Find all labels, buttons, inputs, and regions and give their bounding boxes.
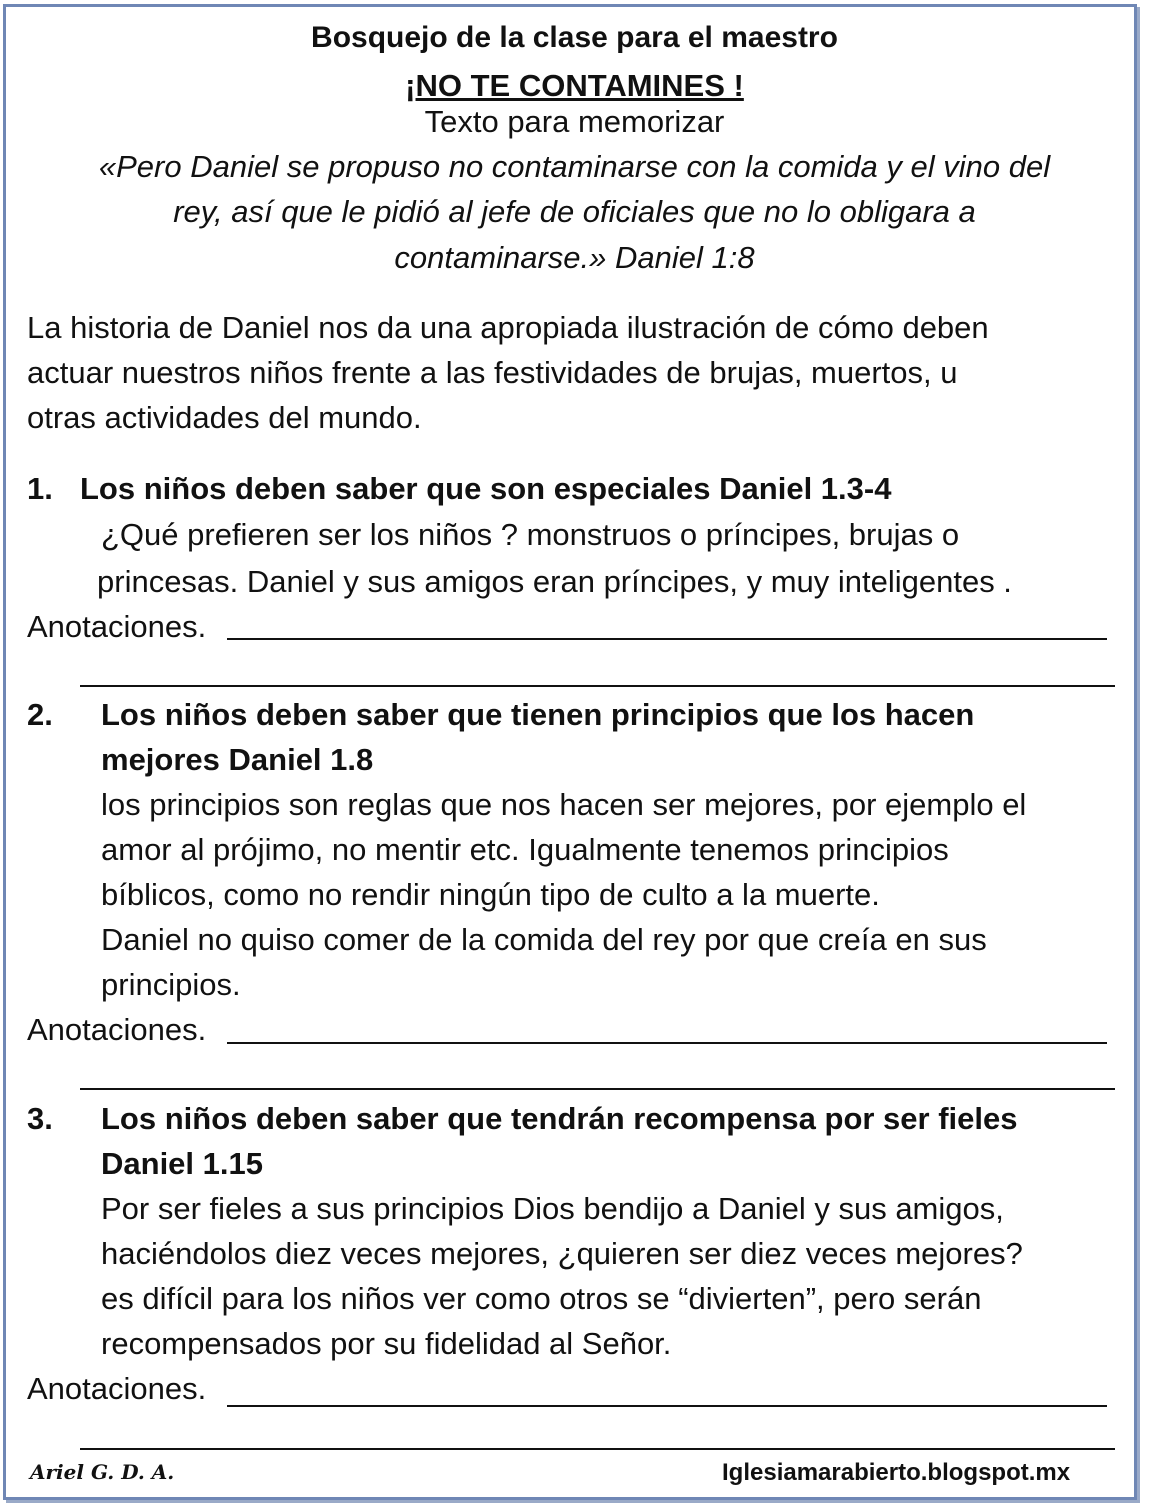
intro-line: La historia de Daniel nos da una apropiada ilustración de cómo deben [27, 310, 989, 345]
notes-line[interactable] [80, 1088, 1115, 1090]
verse-line: rey, así que le pidió al jefe de oficiales que no lo obligara a [173, 194, 976, 229]
notes-line[interactable] [80, 1448, 1115, 1450]
author-signature: Ariel G. D. A. [30, 1460, 175, 1484]
section-body-line: princesas. Daniel y sus amigos eran príncipes, y muy inteligentes . [97, 564, 1012, 599]
section-body-line: bíblicos, como no rendir ningún tipo de culto a la muerte. [101, 877, 880, 912]
section-heading: Los niños deben saber que tienen principios que los hacen [101, 697, 975, 732]
notes-line[interactable] [227, 1042, 1107, 1044]
lesson-title: ¡NO TE CONTAMINES ! [405, 68, 744, 103]
intro-line: otras actividades del mundo. [27, 400, 422, 435]
section-body-line: ¿Qué prefieren ser los niños ? monstruos o príncipes, brujas o [101, 517, 960, 552]
section-body-line: recompensados por su fidelidad al Señor. [101, 1326, 672, 1361]
notes-line[interactable] [80, 685, 1115, 687]
section-number: 3. [27, 1101, 53, 1136]
verse-line: contaminarse.» Daniel 1:8 [394, 240, 755, 275]
notes-label: Anotaciones. [27, 1371, 207, 1406]
notes-label: Anotaciones. [27, 609, 207, 644]
intro-line: actuar nuestros niños frente a las festividades de brujas, muertos, u [27, 355, 958, 390]
section-body-line: los principios son reglas que nos hacen ser mejores, por ejemplo el [101, 787, 1027, 822]
section-body-line: amor al prójimo, no mentir etc. Igualmente tenemos principios [101, 832, 949, 867]
section-body-line: es difícil para los niños ver como otros se “divierten”, pero serán [101, 1281, 982, 1316]
memory-label: Texto para memorizar [424, 104, 725, 139]
section-body-line: haciéndolos diez veces mejores, ¿quieren ser diez veces mejores? [101, 1236, 1023, 1271]
verse-line: «Pero Daniel se propuso no contaminarse con la comida y el vino del [98, 149, 1051, 184]
notes-line[interactable] [227, 638, 1107, 640]
section-heading: Los niños deben saber que son especiales Daniel 1.3-4 [80, 471, 892, 506]
section-heading: mejores Daniel 1.8 [101, 742, 374, 777]
section-heading: Los niños deben saber que tendrán recompensa por ser fieles [101, 1101, 1018, 1136]
section-body-line: principios. [101, 967, 241, 1002]
section-heading: Daniel 1.15 [101, 1146, 263, 1181]
notes-label: Anotaciones. [27, 1012, 207, 1047]
section-body-line: Daniel no quiso comer de la comida del rey por que creía en sus [101, 922, 987, 957]
section-number: 1. [27, 471, 53, 506]
page-title: Bosquejo de la clase para el maestro [311, 21, 838, 54]
notes-line[interactable] [227, 1405, 1107, 1407]
section-body-line: Por ser fieles a sus principios Dios bendijo a Daniel y sus amigos, [101, 1191, 1004, 1226]
section-number: 2. [27, 697, 53, 732]
website-link[interactable]: Iglesiamarabierto.blogspot.mx [722, 1459, 1071, 1486]
